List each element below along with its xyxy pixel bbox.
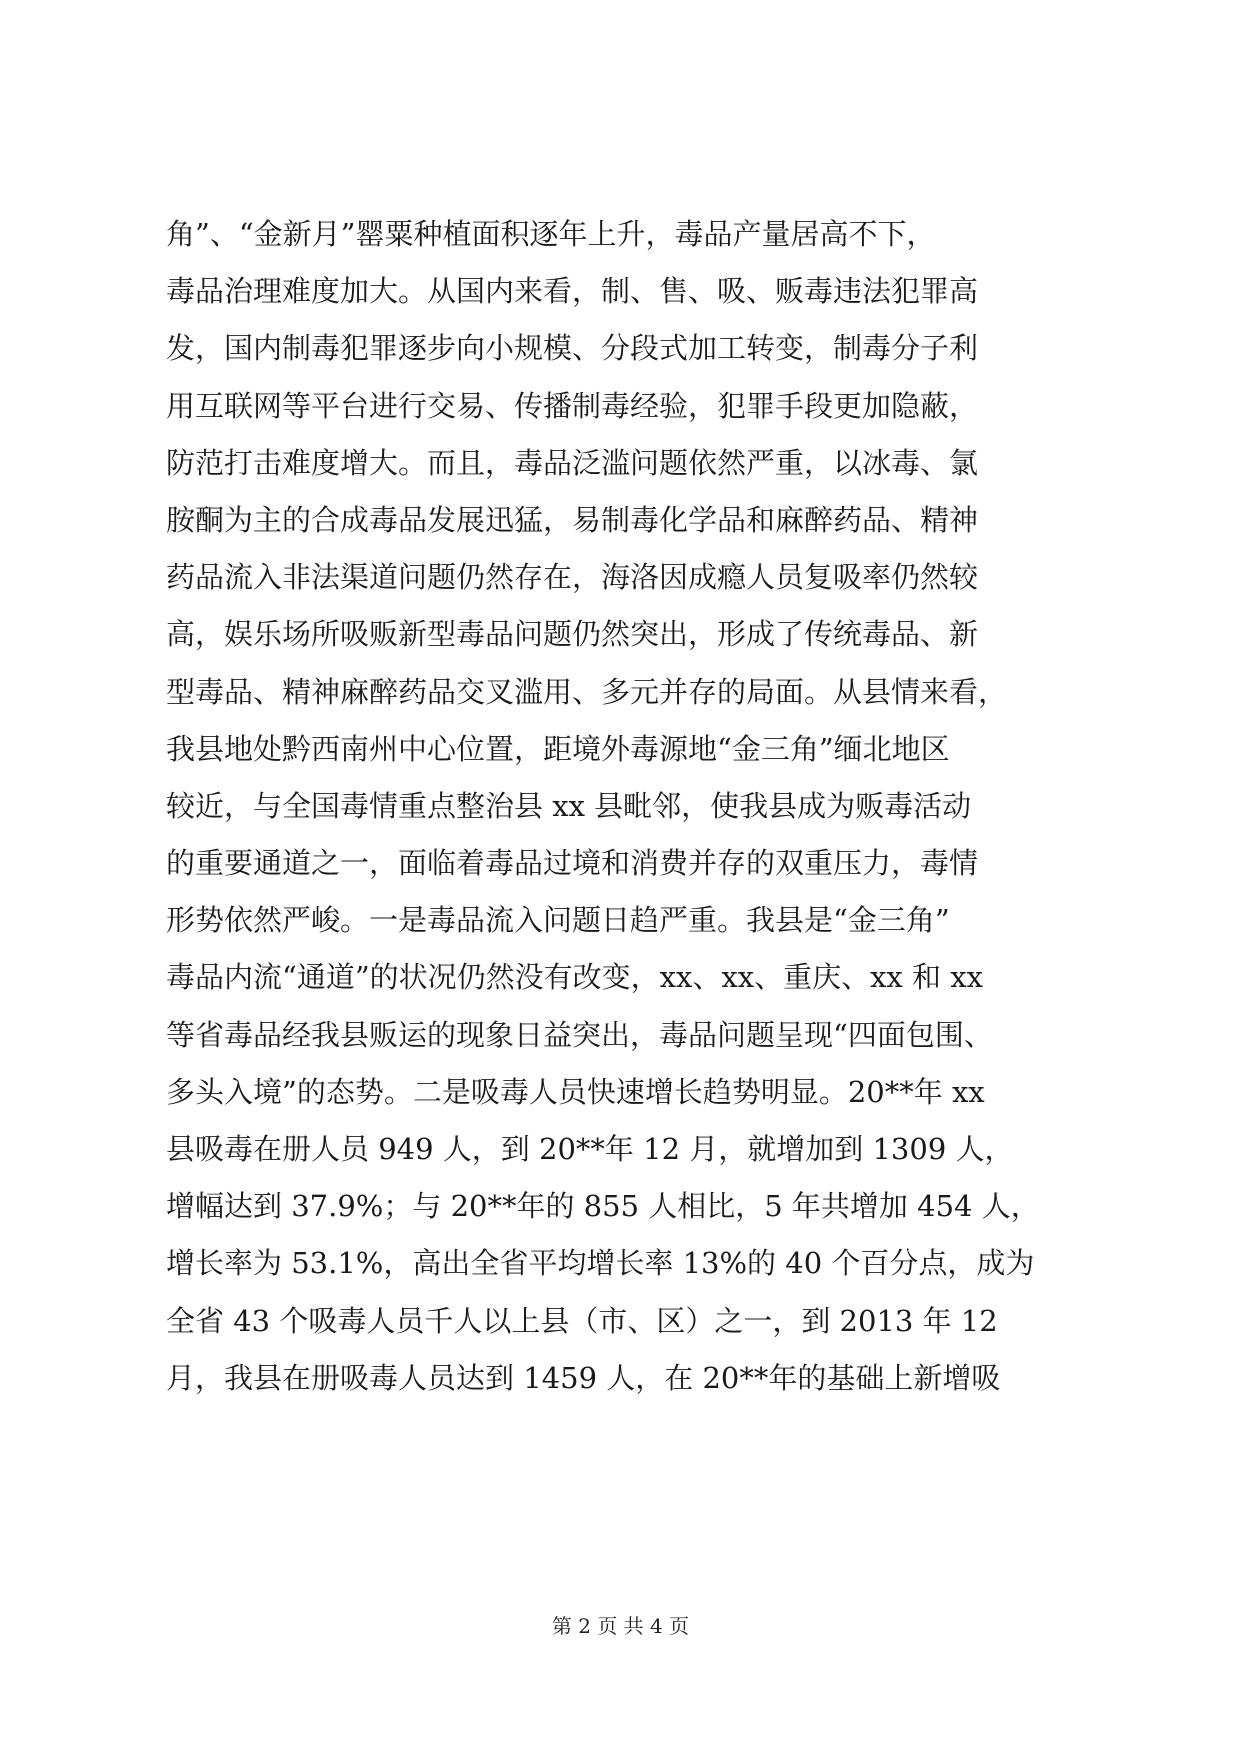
text-line: 型毒品、精神麻醉药品交叉滥用、多元并存的局面。从县情来看，: [166, 674, 1008, 709]
text-line: 月，我县在册吸毒人员达到 1459 人，在 20**年的基础上新增吸: [166, 1360, 1001, 1395]
text-line: 全省 43 个吸毒人员千人以上县（市、区）之一，到 2013 年 12: [166, 1303, 998, 1338]
text-line: 我县地处黔西南州中心位置，距境外毒源地“金三角”缅北地区: [166, 731, 950, 766]
text-line: 形势依然严峻。一是毒品流入问题日趋严重。我县是“金三角”: [166, 903, 950, 938]
text-line: 胺酮为主的合成毒品发展迅猛，易制毒化学品和麻醉药品、精神: [166, 502, 979, 537]
text-line: 增幅达到 37.9%；与 20**年的 855 人相比，5 年共增加 454 人，: [166, 1189, 1040, 1224]
text-line: 药品流入非法渠道问题仍然存在，海洛因成瘾人员复吸率仍然较: [166, 560, 979, 595]
text-line: 角”、“金新月”罂粟种植面积逐年上升，毒品产量居高不下，: [166, 217, 936, 251]
page-number-footer: 第 2 页 共 4 页: [551, 1614, 690, 1638]
text-line: 防范打击难度增大。而且，毒品泛滥问题依然严重，以冰毒、氯: [166, 445, 979, 480]
text-line: 的重要通道之一，面临着毒品过境和消费并存的双重压力，毒情: [166, 846, 979, 881]
text-line: 用互联网等平台进行交易、传播制毒经验，犯罪手段更加隐蔽，: [166, 388, 979, 423]
text-line: 发，国内制毒犯罪逐步向小规模、分段式加工转变，制毒分子利: [166, 331, 979, 366]
text-line: 毒品内流“通道”的状况仍然没有改变，xx、xx、重庆、xx 和 xx: [166, 960, 983, 995]
text-line: 多头入境”的态势。二是吸毒人员快速增长趋势明显。20**年 xx: [166, 1074, 985, 1109]
text-line: 等省毒品经我县贩运的现象日益突出，毒品问题呈现“四面包围、: [166, 1017, 993, 1052]
text-line: 高，娱乐场所吸贩新型毒品问题仍然突出，形成了传统毒品、新: [166, 617, 979, 652]
text-line: 较近，与全国毒情重点整治县 xx 县毗邻，使我县成为贩毒活动: [166, 788, 972, 823]
text-line: 增长率为 53.1%，高出全省平均增长率 13%的 40 个百分点，成为: [166, 1246, 1035, 1281]
body-text: [166, 206, 1106, 1407]
text-line: 县吸毒在册人员 949 人，到 20**年 12 月，就增加到 1309 人，: [166, 1132, 1014, 1166]
text-line: 毒品治理难度加大。从国内来看，制、售、吸、贩毒违法犯罪高: [166, 274, 979, 309]
